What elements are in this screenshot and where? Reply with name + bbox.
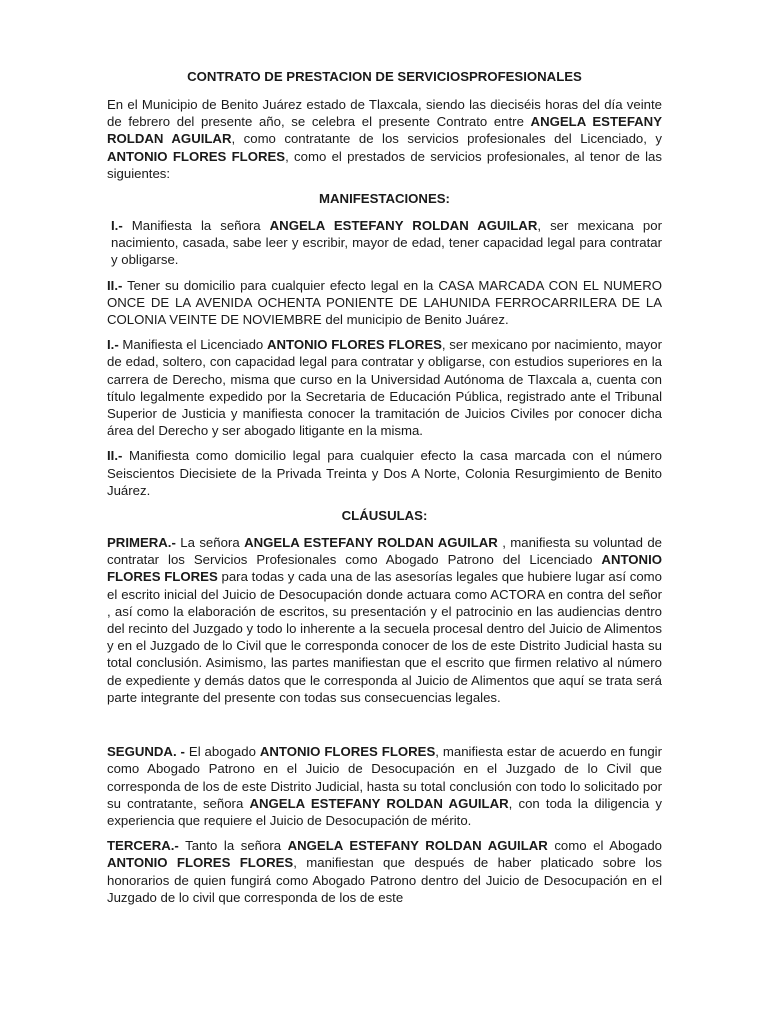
clausulas-heading: CLÁUSULAS: [341, 508, 428, 524]
manifestacion-3-text-1: Manifiesta el Licenciado [118, 337, 267, 353]
intro-text-1: En el Municipio de Benito Juárez estado de Tlaxcala, siendo las dieciséis horas del día veinte de febrero del presente año, se celebra el presente Contrato entre [107, 97, 662, 130]
clausula-segunda-label: SEGUNDA. - [107, 744, 185, 760]
clausula-tercera-name-2: ANTONIO FLORES FLORES [107, 855, 294, 871]
document-title: CONTRATO DE PRESTACION DE SERVICIOSPROFESIONALES [187, 69, 582, 84]
manifestacion-2-label: II.- [107, 277, 123, 293]
clausula-tercera-text-1: Tanto la señora [178, 838, 288, 854]
manifestacion-1-text-2: , ser mexicana por nacimiento, casada, sabe leer y escribir, mayor de edad, tener capacidad legal para contratar y obligarse. [111, 218, 662, 268]
clausula-tercera [107, 837, 662, 906]
clausula-primera-name-1: ANGELA ESTEFANY ROLDAN AGUILAR [244, 535, 498, 551]
manifestacion-2 [107, 277, 662, 329]
manifestacion-3-label: I.- [107, 337, 119, 353]
clausula-segunda-text-1: El abogado [184, 744, 260, 760]
manifestaciones-heading: MANIFESTACIONES: [319, 191, 450, 207]
manifestacion-3 [107, 336, 662, 439]
clausula-segunda-name-2: ANGELA ESTEFANY ROLDAN AGUILAR [249, 795, 509, 811]
clausula-primera [107, 534, 662, 706]
clausula-segunda-name-1: ANTONIO FLORES FLORES [259, 744, 436, 760]
manifestacion-3-name: ANTONIO FLORES FLORES [266, 337, 442, 353]
manifestacion-1 [107, 217, 662, 269]
intro-text-2: , como contratante de los servicios profesionales del Licenciado, y [231, 131, 662, 147]
clausula-tercera-label: TERCERA.- [107, 838, 179, 854]
clausula-primera-label: PRIMERA.- [107, 535, 176, 551]
clausula-tercera-text-3: , manifiestan que después de haber platicado sobre los honorarios de quien fungirá como Abogado Patrono dentro del Juicio de Desocupación en el Juzgado de lo civil que corresponda de los de este [107, 855, 662, 905]
manifestacion-1-text-1: Manifiesta la señora [122, 218, 270, 234]
clausula-primera-text-1: La señora [175, 535, 245, 551]
manifestacion-1-label: I.- [111, 218, 123, 234]
clausula-primera-text-3: para todas y cada una de las asesorías legales que hubiere lugar así como el escrito inicial del Juicio de Desocupación donde actuara como ACTORA en contra del señor , así como la elaboración de escritos, su presentación y el patrocinio en las audiencias dentro del recinto del Juzgado y todo lo inherente a la secuela procesal dentro del Juicio de Alimentos y en el Juzgado de lo Civil que le corresponda conocer de los de este Distrito Judicial hasta su total conclusión. Asimismo, las partes manifiestan que el escrito que firmen relativo al número de expediente y demás datos que le corresponda al Juicio de Alimentos que aquí se trata será parte integrante del presente con todas sus consecuencias legales. [107, 569, 663, 705]
manifestacion-2-text: Tener su domicilio para cualquier efecto legal en la CASA MARCADA CON EL NUMERO ONCE DE LA AVENIDA OCHENTA PONIENTE DE LAHUNIDA FERROCARRILERA DE LA COLONIA VEINTE DE NOVIEMBRE del municipio de Benito Juárez. [107, 277, 662, 328]
manifestacion-4 [107, 447, 662, 499]
clausula-segunda-text-3: , con toda la diligencia y experiencia que requiere el Juicio de Desocupación de mérito. [107, 795, 663, 828]
intro-party-2: ANTONIO FLORES FLORES [107, 148, 286, 164]
clausula-segunda [107, 743, 662, 829]
clausula-tercera-name-1: ANGELA ESTEFANY ROLDAN AGUILAR [287, 838, 548, 854]
intro-party-1: ANGELA ESTEFANY ROLDAN AGUILAR [107, 114, 662, 147]
intro-paragraph [107, 96, 662, 182]
clausula-segunda-text-2: , manifiesta estar de acuerdo en fungir como Abogado Patrono en el Juicio de Desocupación en el Juzgado de lo Civil que corresponda de los de este Distrito Judicial, hasta su total conclusión con todo lo solicitado por su contratante, señora [107, 744, 662, 811]
clausula-primera-name-2: ANTONIO FLORES FLORES [107, 552, 662, 585]
manifestacion-4-text: Manifiesta como domicilio legal para cualquier efecto la casa marcada con el número Seiscientos Diecisiete de la Privada Treinta y Dos A Norte, Colonia Resurgimiento de Benito Juárez. [107, 448, 662, 498]
clausula-primera-text-2: , manifiesta su voluntad de contratar los Servicios Profesionales como Abogado Patrono del Licenciado [107, 535, 663, 568]
intro-text-3: , como el prestados de servicios profesionales, al tenor de las siguientes: [107, 148, 662, 181]
manifestacion-1-name: ANGELA ESTEFANY ROLDAN AGUILAR [269, 218, 538, 234]
manifestacion-4-label: II.- [107, 448, 123, 464]
manifestacion-3-text-2: , ser mexicano por nacimiento, mayor de edad, soltero, con capacidad legal para contratar y obligarse, con estudios superiores en la carrera de Derecho, misma que curso en la Universidad Autónoma de Tlaxcala a, cuenta con título legalmente expedido por la Secretaria de Educación Pública, registrado ante el Tribunal Superior de Justicia y manifiesta conocer la tramitación de Juicios Civiles por conocer dicha área del Derecho y ser abogado litigante en la misma. [107, 337, 662, 439]
clausula-tercera-text-2: como el Abogado [547, 838, 663, 854]
